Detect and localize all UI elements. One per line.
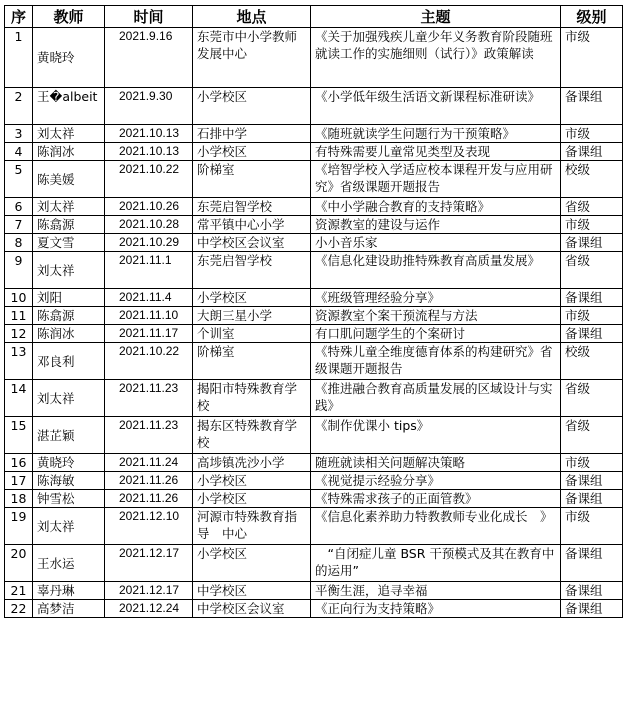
cell-topic: 《班级管理经验分享》 <box>311 289 561 307</box>
cell-index: 8 <box>5 234 33 252</box>
cell-topic: 有口肌问题学生的个案研讨 <box>311 325 561 343</box>
table-row <box>5 490 623 508</box>
cell-place: 小学校区 <box>193 472 311 490</box>
table-row <box>5 325 623 343</box>
cell-teacher: 陈美媛 <box>33 161 105 198</box>
cell-level: 备课组 <box>561 143 623 161</box>
cell-date: 2021.11.26 <box>105 472 193 490</box>
table-row <box>5 252 623 289</box>
header-row <box>5 6 623 28</box>
cell-date: 2021.11.23 <box>105 417 193 454</box>
cell-teacher: 邓良利 <box>33 343 105 380</box>
cell-place: 小学校区 <box>193 143 311 161</box>
cell-index: 19 <box>5 508 33 545</box>
cell-teacher: 钟雪松 <box>33 490 105 508</box>
cell-topic: 随班就读相关问题解决策略 <box>311 454 561 472</box>
table-row <box>5 289 623 307</box>
cell-level: 市级 <box>561 216 623 234</box>
activity-table <box>4 5 623 618</box>
cell-date: 2021.12.17 <box>105 545 193 582</box>
cell-place: 阶梯室 <box>193 161 311 198</box>
cell-place: 石排中学 <box>193 125 311 143</box>
table-row <box>5 216 623 234</box>
cell-index: 17 <box>5 472 33 490</box>
table-row <box>5 454 623 472</box>
table-row <box>5 234 623 252</box>
cell-index: 22 <box>5 600 33 618</box>
table-body <box>5 28 623 618</box>
cell-teacher: 王水运 <box>33 545 105 582</box>
cell-index: 16 <box>5 454 33 472</box>
cell-level: 校级 <box>561 161 623 198</box>
cell-place: 东莞市中小学教师发展中心 <box>193 28 311 88</box>
cell-place: 小学校区 <box>193 88 311 125</box>
cell-index: 4 <box>5 143 33 161</box>
cell-date: 2021.10.13 <box>105 143 193 161</box>
cell-topic: 《信息化建设助推特殊教育高质量发展》 <box>311 252 561 289</box>
cell-index: 7 <box>5 216 33 234</box>
cell-date: 2021.12.17 <box>105 582 193 600</box>
cell-place: 中学校区会议室 <box>193 234 311 252</box>
cell-index: 5 <box>5 161 33 198</box>
cell-topic: 《特殊需求孩子的正面管教》 <box>311 490 561 508</box>
cell-teacher: 陈翕源 <box>33 216 105 234</box>
cell-topic: 《特殊儿童全维度德育体系的构建研究》省级课题开题报告 <box>311 343 561 380</box>
cell-level: 备课组 <box>561 490 623 508</box>
cell-teacher: 辜丹琳 <box>33 582 105 600</box>
cell-index: 20 <box>5 545 33 582</box>
table-row <box>5 600 623 618</box>
cell-index: 9 <box>5 252 33 289</box>
cell-index: 10 <box>5 289 33 307</box>
cell-index: 21 <box>5 582 33 600</box>
cell-teacher: 湛芷颖 <box>33 417 105 454</box>
cell-level: 备课组 <box>561 234 623 252</box>
cell-teacher: 陈润冰 <box>33 325 105 343</box>
cell-level: 校级 <box>561 343 623 380</box>
table-row <box>5 307 623 325</box>
cell-level: 市级 <box>561 508 623 545</box>
cell-topic: 小小音乐家 <box>311 234 561 252</box>
cell-index: 14 <box>5 380 33 417</box>
cell-level: 备课组 <box>561 545 623 582</box>
cell-topic: 有特殊需要儿童常见类型及表现 <box>311 143 561 161</box>
cell-level: 省级 <box>561 252 623 289</box>
cell-index: 13 <box>5 343 33 380</box>
cell-date: 2021.9.16 <box>105 28 193 88</box>
cell-date: 2021.10.22 <box>105 343 193 380</box>
table-row <box>5 343 623 380</box>
cell-teacher: 陈翕源 <box>33 307 105 325</box>
cell-date: 2021.11.17 <box>105 325 193 343</box>
table-row <box>5 161 623 198</box>
cell-index: 12 <box>5 325 33 343</box>
cell-place: 揭阳市特殊教育学校 <box>193 380 311 417</box>
cell-teacher: 陈润冰 <box>33 143 105 161</box>
cell-date: 2021.10.28 <box>105 216 193 234</box>
cell-topic: 平衡生涯，追寻幸福 <box>311 582 561 600</box>
table-row <box>5 417 623 454</box>
cell-topic: 《中小学融合教育的支持策略》 <box>311 198 561 216</box>
cell-place: 揭东区特殊教育学校 <box>193 417 311 454</box>
cell-topic: “自闭症儿童 BSR 干预模式及其在教育中的运用” <box>311 545 561 582</box>
table-row <box>5 28 623 88</box>
header-topic: 主题 <box>311 6 561 28</box>
cell-level: 备课组 <box>561 325 623 343</box>
cell-teacher: 刘太祥 <box>33 198 105 216</box>
cell-place: 小学校区 <box>193 490 311 508</box>
cell-place: 河源市特殊教育指导 中心 <box>193 508 311 545</box>
cell-index: 2 <box>5 88 33 125</box>
header-index: 序 <box>5 6 33 28</box>
cell-date: 2021.11.23 <box>105 380 193 417</box>
cell-date: 2021.11.1 <box>105 252 193 289</box>
header-place: 地点 <box>193 6 311 28</box>
cell-teacher: 刘太祥 <box>33 508 105 545</box>
cell-index: 15 <box>5 417 33 454</box>
cell-place: 东莞启智学校 <box>193 198 311 216</box>
cell-place: 中学校区会议室 <box>193 600 311 618</box>
cell-date: 2021.11.10 <box>105 307 193 325</box>
cell-date: 2021.11.26 <box>105 490 193 508</box>
table-row <box>5 88 623 125</box>
cell-topic: 《制作优课小 tips》 <box>311 417 561 454</box>
cell-teacher: 黄晓玲 <box>33 454 105 472</box>
cell-level: 备课组 <box>561 88 623 125</box>
cell-date: 2021.11.4 <box>105 289 193 307</box>
cell-level: 省级 <box>561 417 623 454</box>
cell-place: 小学校区 <box>193 289 311 307</box>
cell-level: 市级 <box>561 454 623 472</box>
cell-level: 备课组 <box>561 472 623 490</box>
cell-place: 个训室 <box>193 325 311 343</box>
cell-date: 2021.10.13 <box>105 125 193 143</box>
cell-teacher: 刘太祥 <box>33 125 105 143</box>
cell-teacher: 刘阳 <box>33 289 105 307</box>
table-row <box>5 125 623 143</box>
cell-index: 18 <box>5 490 33 508</box>
cell-level: 省级 <box>561 198 623 216</box>
cell-index: 6 <box>5 198 33 216</box>
cell-topic: 资源教室的建设与运作 <box>311 216 561 234</box>
cell-place: 阶梯室 <box>193 343 311 380</box>
table-row <box>5 472 623 490</box>
cell-topic: 《信息化素养助力特教教师专业化成长 》 <box>311 508 561 545</box>
cell-level: 备课组 <box>561 582 623 600</box>
cell-date: 2021.11.24 <box>105 454 193 472</box>
cell-date: 2021.12.24 <box>105 600 193 618</box>
cell-place: 中学校区 <box>193 582 311 600</box>
cell-teacher: 黄晓玲 <box>33 28 105 88</box>
header-level: 级别 <box>561 6 623 28</box>
cell-level: 备课组 <box>561 289 623 307</box>
cell-level: 市级 <box>561 307 623 325</box>
header-teacher: 教师 <box>33 6 105 28</box>
cell-date: 2021.10.29 <box>105 234 193 252</box>
cell-teacher: 刘太祥 <box>33 252 105 289</box>
cell-date: 2021.9.30 <box>105 88 193 125</box>
cell-topic: 《推进融合教育高质量发展的区域设计与实践》 <box>311 380 561 417</box>
cell-level: 市级 <box>561 28 623 88</box>
cell-date: 2021.12.10 <box>105 508 193 545</box>
cell-index: 11 <box>5 307 33 325</box>
cell-teacher: 王�albeit <box>33 88 105 125</box>
cell-topic: 资源教室个案干预流程与方法 <box>311 307 561 325</box>
cell-place: 小学校区 <box>193 545 311 582</box>
cell-date: 2021.10.22 <box>105 161 193 198</box>
table-row <box>5 582 623 600</box>
header-date: 时间 <box>105 6 193 28</box>
cell-date: 2021.10.26 <box>105 198 193 216</box>
cell-place: 东莞启智学校 <box>193 252 311 289</box>
cell-index: 1 <box>5 28 33 88</box>
cell-topic: 《正向行为支持策略》 <box>311 600 561 618</box>
table-row <box>5 508 623 545</box>
cell-topic: 《随班就读学生问题行为干预策略》 <box>311 125 561 143</box>
cell-teacher: 刘太祥 <box>33 380 105 417</box>
table-row <box>5 545 623 582</box>
cell-teacher: 夏文雪 <box>33 234 105 252</box>
cell-index: 3 <box>5 125 33 143</box>
cell-topic: 《小学低年级生活语文新课程标准研读》 <box>311 88 561 125</box>
cell-level: 市级 <box>561 125 623 143</box>
cell-place: 常平镇中心小学 <box>193 216 311 234</box>
table-row <box>5 198 623 216</box>
table-row <box>5 380 623 417</box>
cell-level: 省级 <box>561 380 623 417</box>
cell-topic: 《培智学校入学适应校本课程开发与应用研究》省级课题开题报告 <box>311 161 561 198</box>
cell-place: 高埗镇冼沙小学 <box>193 454 311 472</box>
cell-place: 大朗三星小学 <box>193 307 311 325</box>
cell-level: 备课组 <box>561 600 623 618</box>
cell-teacher: 高梦洁 <box>33 600 105 618</box>
cell-topic: 《关于加强残疾儿童少年义务教育阶段随班就读工作的实施细则（试行）》政策解读 <box>311 28 561 88</box>
cell-teacher: 陈海敏 <box>33 472 105 490</box>
cell-topic: 《视觉提示经验分享》 <box>311 472 561 490</box>
table-row <box>5 143 623 161</box>
